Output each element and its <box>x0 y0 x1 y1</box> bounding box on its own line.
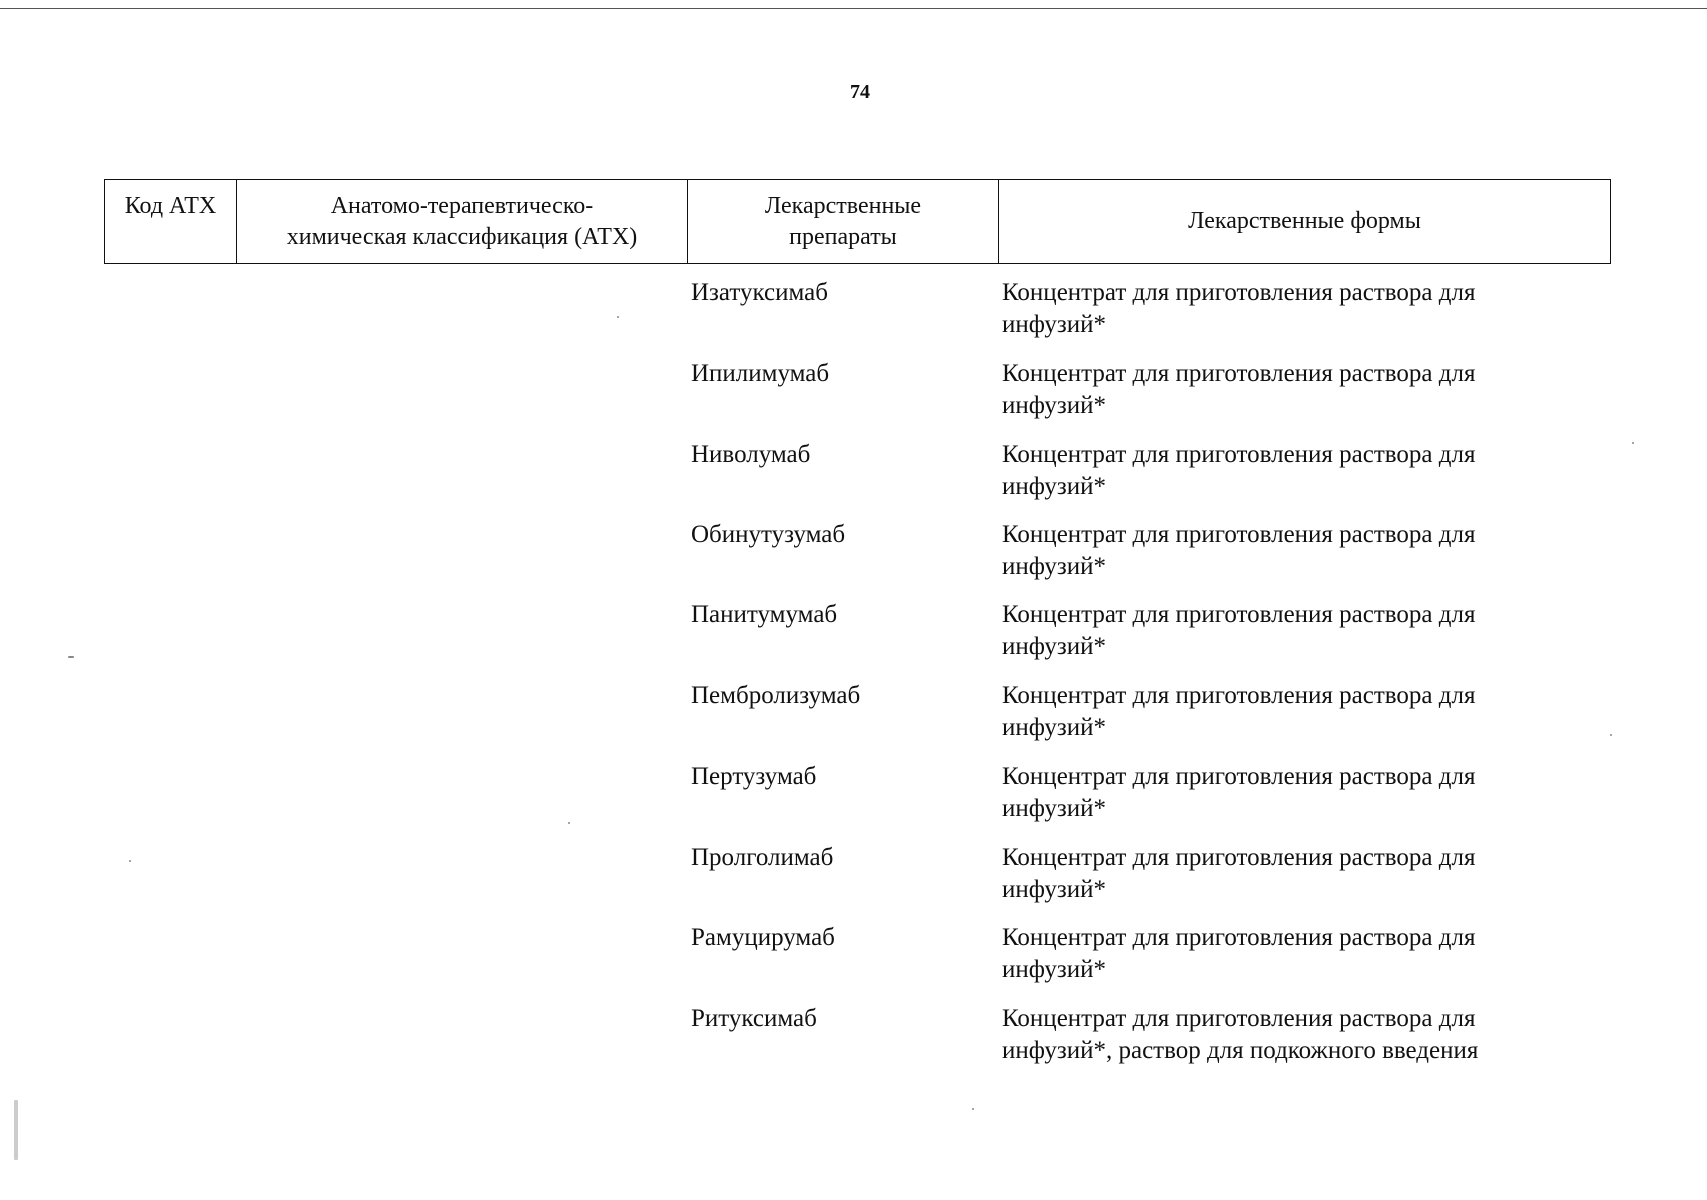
drug-name: Панитумумаб <box>691 601 838 628</box>
dosage-form: Концентрат для приготовления раствора для инфузий*, раствор для подкожного введения <box>1002 1005 1479 1064</box>
scan-speck <box>129 860 131 862</box>
header-drugs-cell <box>688 180 999 263</box>
header-forms-cell <box>999 180 1610 263</box>
header-code-cell <box>105 180 237 263</box>
header-forms-label: Лекарственные формы <box>1188 208 1421 234</box>
dosage-form: Концентрат для приготовления раствора для инфузий* <box>1002 441 1476 500</box>
drug-name: Пролголимаб <box>691 844 834 871</box>
scan-speck <box>1632 442 1634 444</box>
scan-speck <box>68 656 74 658</box>
scan-speck <box>568 822 570 824</box>
top-rule <box>0 8 1707 9</box>
header-code-label: Код АТХ <box>124 193 217 219</box>
drug-name: Рамуцирумаб <box>691 924 835 951</box>
header-drugs-label: Лекарственные препараты <box>764 193 922 250</box>
table-header <box>104 179 1611 264</box>
dosage-form: Концентрат для приготовления раствора для инфузий* <box>1002 763 1476 822</box>
dosage-form: Концентрат для приготовления раствора для инфузий* <box>1002 844 1476 903</box>
scan-speck <box>617 316 619 318</box>
drug-name: Изатуксимаб <box>691 279 828 306</box>
header-classification-cell <box>237 180 688 263</box>
dosage-form: Концентрат для приготовления раствора для инфузий* <box>1002 924 1476 983</box>
dosage-form: Концентрат для приготовления раствора для инфузий* <box>1002 279 1476 338</box>
dosage-form: Концентрат для приготовления раствора для инфузий* <box>1002 521 1476 580</box>
scan-speck <box>972 1108 974 1110</box>
dosage-form: Концентрат для приготовления раствора для инфузий* <box>1002 682 1476 741</box>
page-number: 74 <box>850 81 870 103</box>
drug-name: Ниволумаб <box>691 441 811 468</box>
dosage-form: Концентрат для приготовления раствора для инфузий* <box>1002 360 1476 419</box>
drug-name: Обинутузумаб <box>691 521 846 548</box>
drug-name: Ипилимумаб <box>691 360 830 387</box>
scan-speck <box>14 1100 18 1160</box>
drug-name: Ритуксимаб <box>691 1005 817 1032</box>
drug-name: Пембролизумаб <box>691 682 861 709</box>
drug-name: Пертузумаб <box>691 763 817 790</box>
header-classification-label: Анатомо-терапевтическо- химическая классификация (АТХ) <box>286 193 638 250</box>
scan-speck <box>1610 734 1612 736</box>
dosage-form: Концентрат для приготовления раствора для инфузий* <box>1002 601 1476 660</box>
